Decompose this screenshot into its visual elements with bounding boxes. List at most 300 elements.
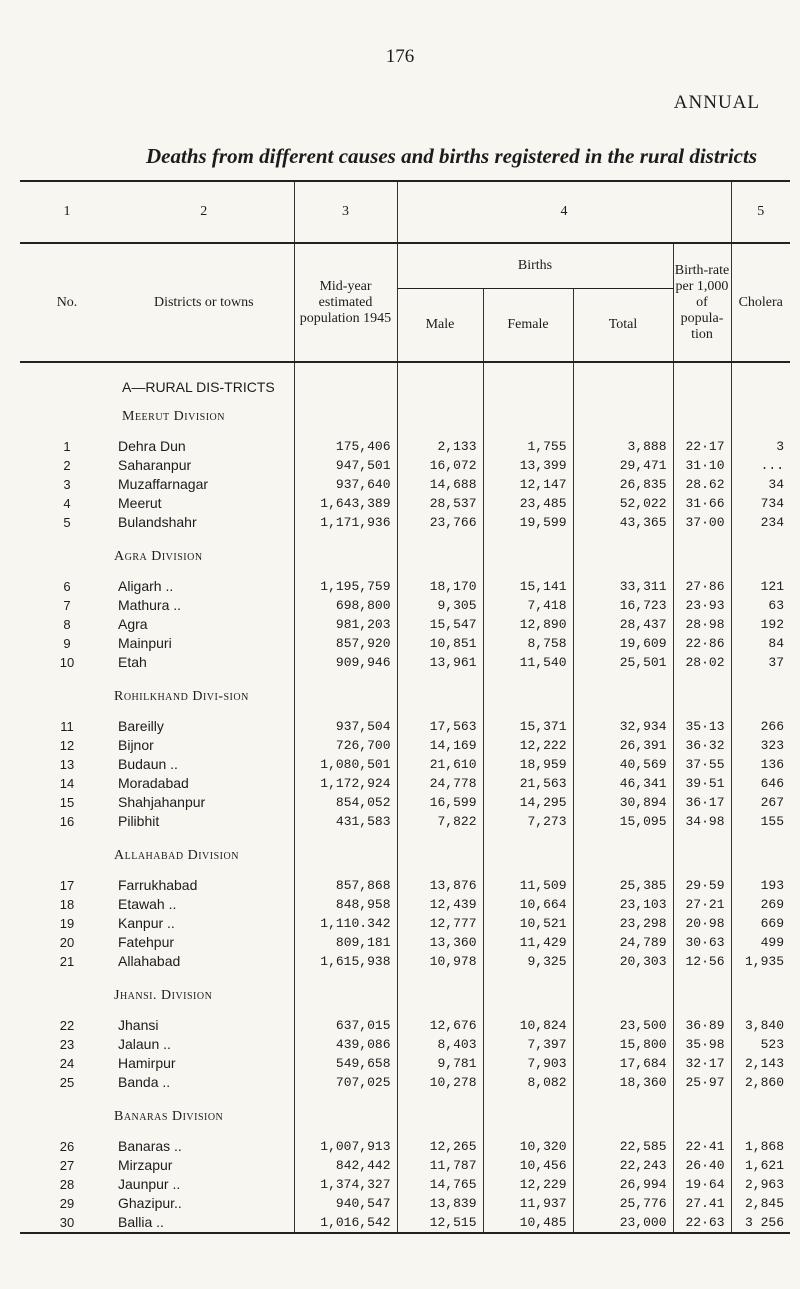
division-heading-row [20, 1092, 790, 1137]
header-row [20, 243, 790, 289]
table-row [20, 755, 790, 774]
male-births-cell: 12,515 [397, 1213, 483, 1233]
cholera-cell: 192 [731, 615, 790, 634]
birth-rate-cell: 36·32 [673, 736, 731, 755]
birth-rate-cell: 31·66 [673, 494, 731, 513]
table-row [20, 812, 790, 831]
birth-rate-cell: 23·93 [673, 596, 731, 615]
row-number: 11 [60, 719, 74, 734]
table-row [20, 615, 790, 634]
cholera-cell: 646 [731, 774, 790, 793]
male-births-cell: 28,537 [397, 494, 483, 513]
table-row [20, 1175, 790, 1194]
table-row [20, 1016, 790, 1035]
row-number: 17 [59, 878, 75, 893]
birth-rate-cell: 32·17 [673, 1054, 731, 1073]
cholera-cell: 155 [731, 812, 790, 831]
male-births-cell: 18,170 [397, 577, 483, 596]
male-births-cell: 10,278 [397, 1073, 483, 1092]
total-births-cell: 23,298 [573, 914, 673, 933]
table-row [20, 456, 790, 475]
birth-rate-cell: 19·64 [673, 1175, 731, 1194]
table-row [20, 1194, 790, 1213]
population-cell: 549,658 [294, 1054, 397, 1073]
population-cell: 809,181 [294, 933, 397, 952]
birth-rate-cell: 36·89 [673, 1016, 731, 1035]
population-cell: 842,442 [294, 1156, 397, 1175]
male-births-cell: 13,961 [397, 653, 483, 672]
male-births-cell: 16,599 [397, 793, 483, 812]
division-heading-row [20, 971, 790, 1016]
header-population: Mid-year estimated population 1945 [294, 243, 397, 362]
male-births-cell: 21,610 [397, 755, 483, 774]
total-births-cell: 46,341 [573, 774, 673, 793]
birth-rate-cell: 28·02 [673, 653, 731, 672]
population-cell: 940,547 [294, 1194, 397, 1213]
female-births-cell: 23,485 [483, 494, 573, 513]
row-number: 14 [59, 776, 75, 791]
male-births-cell: 13,876 [397, 876, 483, 895]
female-births-cell: 19,599 [483, 513, 573, 532]
district-name: Budaun .. [118, 756, 178, 772]
male-births-cell: 23,766 [397, 513, 483, 532]
district-name: Dehra Dun [118, 438, 186, 454]
female-births-cell: 11,937 [483, 1194, 573, 1213]
division-heading: Banaras Division [114, 1109, 224, 1124]
cholera-cell: 734 [731, 494, 790, 513]
female-births-cell: 10,485 [483, 1213, 573, 1233]
female-births-cell: 12,890 [483, 615, 573, 634]
male-births-cell: 10,851 [397, 634, 483, 653]
header-male: Male [397, 289, 483, 363]
cholera-cell: 523 [731, 1035, 790, 1054]
male-births-cell: 15,547 [397, 615, 483, 634]
total-births-cell: 40,569 [573, 755, 673, 774]
cholera-cell: 266 [731, 717, 790, 736]
cholera-cell: 499 [731, 933, 790, 952]
table-row [20, 437, 790, 456]
female-births-cell: 10,320 [483, 1137, 573, 1156]
district-name: Bijnor [118, 737, 154, 753]
table-row [20, 653, 790, 672]
header-districts: Districts or towns [153, 294, 254, 310]
female-births-cell: 18,959 [483, 755, 573, 774]
row-number: 9 [63, 636, 71, 651]
total-births-cell: 25,385 [573, 876, 673, 895]
cholera-cell: 2,845 [731, 1194, 790, 1213]
division-heading-row [20, 672, 790, 717]
male-births-cell: 9,781 [397, 1054, 483, 1073]
female-births-cell: 15,371 [483, 717, 573, 736]
row-number: 4 [63, 496, 71, 511]
birth-rate-cell: 37·00 [673, 513, 731, 532]
table-title: Deaths from different causes and births registered in the rural districts [146, 144, 758, 168]
male-births-cell: 16,072 [397, 456, 483, 475]
district-name: Bareilly [118, 718, 164, 734]
district-name: Allahabad [118, 953, 181, 969]
cholera-cell: ... [731, 456, 790, 475]
row-number: 6 [63, 579, 71, 594]
birth-rate-cell: 36·17 [673, 793, 731, 812]
table-row [20, 736, 790, 755]
table-row [20, 513, 790, 532]
population-cell: 1,016,542 [294, 1213, 397, 1233]
cholera-cell: 234 [731, 513, 790, 532]
total-births-cell: 22,243 [573, 1156, 673, 1175]
total-births-cell: 22,585 [573, 1137, 673, 1156]
row-number: 13 [59, 757, 75, 772]
division-heading-row [20, 408, 790, 437]
total-births-cell: 25,501 [573, 653, 673, 672]
row-number: 29 [59, 1196, 75, 1211]
total-births-cell: 29,471 [573, 456, 673, 475]
division-heading: Meerut Division [122, 409, 225, 424]
cholera-cell: 323 [731, 736, 790, 755]
district-name: Etah [118, 654, 147, 670]
birth-rate-cell: 25·97 [673, 1073, 731, 1092]
female-births-cell: 7,273 [483, 812, 573, 831]
row-number: 8 [63, 617, 71, 632]
population-cell: 1,172,924 [294, 774, 397, 793]
district-name: Jhansi [118, 1017, 159, 1033]
row-number: 16 [59, 814, 75, 829]
total-births-cell: 52,022 [573, 494, 673, 513]
population-cell: 439,086 [294, 1035, 397, 1054]
table-row [20, 1213, 790, 1233]
male-births-cell: 13,360 [397, 933, 483, 952]
birth-rate-cell: 30·63 [673, 933, 731, 952]
header-births: Births [397, 243, 673, 289]
male-births-cell: 10,978 [397, 952, 483, 971]
male-births-cell: 13,839 [397, 1194, 483, 1213]
total-births-cell: 23,000 [573, 1213, 673, 1233]
population-cell: 909,946 [294, 653, 397, 672]
birth-rate-cell: 39·51 [673, 774, 731, 793]
row-number: 7 [63, 598, 71, 613]
row-number: 21 [59, 954, 75, 969]
total-births-cell: 23,103 [573, 895, 673, 914]
page-number: 176 [385, 46, 415, 67]
female-births-cell: 12,229 [483, 1175, 573, 1194]
birth-rate-cell: 31·10 [673, 456, 731, 475]
male-births-cell: 17,563 [397, 717, 483, 736]
division-heading: Jhansi. Division [114, 988, 213, 1003]
district-name: Banda .. [118, 1074, 171, 1090]
female-births-cell: 8,758 [483, 634, 573, 653]
population-cell: 1,080,501 [294, 755, 397, 774]
birth-rate-cell: 27·21 [673, 895, 731, 914]
row-number: 20 [59, 935, 75, 950]
row-number: 1 [63, 439, 71, 454]
male-births-cell: 14,765 [397, 1175, 483, 1194]
column-number-row [20, 181, 790, 243]
table-row [20, 1035, 790, 1054]
section-heading: A—RURAL DIS-TRICTS [122, 379, 275, 395]
female-births-cell: 7,418 [483, 596, 573, 615]
column-number: 3 [294, 181, 397, 243]
population-cell: 1,374,327 [294, 1175, 397, 1194]
cholera-cell: 136 [731, 755, 790, 774]
population-cell: 981,203 [294, 615, 397, 634]
cholera-cell: 669 [731, 914, 790, 933]
population-cell: 431,583 [294, 812, 397, 831]
district-name: Pilibhit [118, 813, 160, 829]
birth-rate-cell: 26·40 [673, 1156, 731, 1175]
female-births-cell: 10,521 [483, 914, 573, 933]
division-heading-row [20, 532, 790, 577]
table-row [20, 494, 790, 513]
population-cell: 637,015 [294, 1016, 397, 1035]
population-cell: 726,700 [294, 736, 397, 755]
population-cell: 1,195,759 [294, 577, 397, 596]
birth-rate-cell: 12·56 [673, 952, 731, 971]
male-births-cell: 12,676 [397, 1016, 483, 1035]
row-number: 15 [59, 795, 75, 810]
table-row [20, 876, 790, 895]
table-row [20, 577, 790, 596]
district-name: Ballia .. [114, 1213, 294, 1233]
cholera-cell: 193 [731, 876, 790, 895]
male-births-cell: 12,777 [397, 914, 483, 933]
cholera-cell: 121 [731, 577, 790, 596]
table-row [20, 1137, 790, 1156]
section-heading-row [20, 363, 790, 408]
birth-rate-cell: 22·17 [673, 437, 731, 456]
district-name: Mathura .. [118, 597, 182, 613]
cholera-cell: 1,935 [731, 952, 790, 971]
cholera-cell: 63 [731, 596, 790, 615]
male-births-cell: 14,169 [397, 736, 483, 755]
district-name: Ghazipur.. [118, 1195, 182, 1211]
table-row [20, 774, 790, 793]
total-births-cell: 24,789 [573, 933, 673, 952]
row-number: 30 [20, 1213, 114, 1233]
cholera-cell: 3,840 [731, 1016, 790, 1035]
female-births-cell: 21,563 [483, 774, 573, 793]
population-cell: 857,868 [294, 876, 397, 895]
population-cell: 707,025 [294, 1073, 397, 1092]
total-births-cell: 43,365 [573, 513, 673, 532]
birth-rate-cell: 27·86 [673, 577, 731, 596]
table-row [20, 1073, 790, 1092]
female-births-cell: 8,082 [483, 1073, 573, 1092]
row-number: 12 [59, 738, 75, 753]
female-births-cell: 11,509 [483, 876, 573, 895]
table-row [20, 1156, 790, 1175]
table-row [20, 634, 790, 653]
table-row [20, 596, 790, 615]
header-no: No. [56, 294, 78, 310]
male-births-cell: 14,688 [397, 475, 483, 494]
header-birth-rate: Birth-rate per 1,000 of popula-tion [673, 243, 731, 362]
male-births-cell: 9,305 [397, 596, 483, 615]
column-number: 5 [731, 181, 790, 243]
total-births-cell: 33,311 [573, 577, 673, 596]
table-row [20, 1054, 790, 1073]
population-cell: 1,171,936 [294, 513, 397, 532]
total-births-cell: 3,888 [573, 437, 673, 456]
row-number: 25 [59, 1075, 75, 1090]
district-name: Saharanpur [118, 457, 192, 473]
population-cell: 937,504 [294, 717, 397, 736]
population-cell: 848,958 [294, 895, 397, 914]
header-female: Female [483, 289, 573, 363]
header-total: Total [573, 289, 673, 363]
total-births-cell: 17,684 [573, 1054, 673, 1073]
row-number: 26 [59, 1139, 75, 1154]
row-number: 28 [59, 1177, 75, 1192]
male-births-cell: 12,439 [397, 895, 483, 914]
female-births-cell: 9,325 [483, 952, 573, 971]
total-births-cell: 23,500 [573, 1016, 673, 1035]
total-births-cell: 15,095 [573, 812, 673, 831]
birth-rate-cell: 28·98 [673, 615, 731, 634]
female-births-cell: 7,397 [483, 1035, 573, 1054]
row-number: 2 [63, 458, 71, 473]
table-row [20, 475, 790, 494]
district-name: Hamirpur [118, 1055, 176, 1071]
female-births-cell: 13,399 [483, 456, 573, 475]
cholera-cell: 37 [731, 653, 790, 672]
table-row [20, 914, 790, 933]
birth-rate-cell: 37·55 [673, 755, 731, 774]
total-births-cell: 26,391 [573, 736, 673, 755]
cholera-cell: 34 [731, 475, 790, 494]
population-cell: 1,615,938 [294, 952, 397, 971]
male-births-cell: 7,822 [397, 812, 483, 831]
cholera-cell: 2,963 [731, 1175, 790, 1194]
district-name: Bulandshahr [118, 514, 197, 530]
cholera-cell: 267 [731, 793, 790, 812]
cholera-cell: 2,860 [731, 1073, 790, 1092]
total-births-cell: 32,934 [573, 717, 673, 736]
cholera-cell: 269 [731, 895, 790, 914]
district-name: Etawah .. [118, 896, 177, 912]
female-births-cell: 12,222 [483, 736, 573, 755]
table-row [20, 933, 790, 952]
district-name: Farrukhabad [118, 877, 198, 893]
row-number: 19 [59, 916, 75, 931]
row-number: 27 [59, 1158, 75, 1173]
row-number: 5 [63, 515, 71, 530]
female-births-cell: 10,456 [483, 1156, 573, 1175]
female-births-cell: 11,429 [483, 933, 573, 952]
male-births-cell: 24,778 [397, 774, 483, 793]
division-heading: Agra Division [114, 549, 203, 564]
table-row [20, 717, 790, 736]
column-number: 2 [114, 181, 294, 243]
district-name: Jaunpur .. [118, 1176, 181, 1192]
district-name: Mainpuri [118, 635, 172, 651]
population-cell: 1,643,389 [294, 494, 397, 513]
population-cell: 937,640 [294, 475, 397, 494]
total-births-cell: 25,776 [573, 1194, 673, 1213]
row-number: 3 [63, 477, 71, 492]
division-heading: Allahabad Division [114, 848, 239, 863]
female-births-cell: 10,664 [483, 895, 573, 914]
row-number: 10 [59, 655, 75, 670]
birth-rate-cell: 29·59 [673, 876, 731, 895]
total-births-cell: 16,723 [573, 596, 673, 615]
district-name: Aligarh .. [118, 578, 174, 594]
total-births-cell: 28,437 [573, 615, 673, 634]
birth-rate-cell: 35·13 [673, 717, 731, 736]
population-cell: 857,920 [294, 634, 397, 653]
district-name: Muzaffarnagar [118, 476, 209, 492]
male-births-cell: 11,787 [397, 1156, 483, 1175]
population-cell: 175,406 [294, 437, 397, 456]
table-row [20, 793, 790, 812]
running-head: ANNUAL [673, 92, 760, 113]
female-births-cell: 15,141 [483, 577, 573, 596]
cholera-cell: 1,868 [731, 1137, 790, 1156]
male-births-cell: 12,265 [397, 1137, 483, 1156]
population-cell: 1,007,913 [294, 1137, 397, 1156]
population-cell: 698,800 [294, 596, 397, 615]
male-births-cell: 2,133 [397, 437, 483, 456]
row-number: 24 [59, 1056, 75, 1071]
total-births-cell: 20,303 [573, 952, 673, 971]
total-births-cell: 26,835 [573, 475, 673, 494]
district-name: Shahjahanpur [118, 794, 206, 810]
district-name: Kanpur .. [118, 915, 175, 931]
district-name: Jalaun .. [118, 1036, 171, 1052]
statistics-table [20, 180, 790, 1234]
male-births-cell: 8,403 [397, 1035, 483, 1054]
table-row [20, 895, 790, 914]
birth-rate-cell: 27.41 [673, 1194, 731, 1213]
district-name: Mirzapur [118, 1157, 173, 1173]
cholera-cell: 3 [731, 437, 790, 456]
total-births-cell: 19,609 [573, 634, 673, 653]
table-body [20, 362, 790, 1233]
district-name: Fatehpur [118, 934, 175, 950]
total-births-cell: 26,994 [573, 1175, 673, 1194]
birth-rate-cell: 20·98 [673, 914, 731, 933]
female-births-cell: 12,147 [483, 475, 573, 494]
division-heading: Rohilkhand Divi-sion [114, 689, 249, 704]
district-name: Banaras .. [118, 1138, 182, 1154]
row-number: 23 [59, 1037, 75, 1052]
cholera-cell: 1,621 [731, 1156, 790, 1175]
birth-rate-cell: 34·98 [673, 812, 731, 831]
column-number: 4 [397, 181, 731, 243]
district-name: Moradabad [118, 775, 189, 791]
total-births-cell: 30,894 [573, 793, 673, 812]
table-row [20, 952, 790, 971]
total-births-cell: 18,360 [573, 1073, 673, 1092]
header-cholera: Cholera [731, 243, 790, 362]
row-number: 18 [59, 897, 75, 912]
birth-rate-cell: 22·63 [673, 1213, 731, 1233]
total-births-cell: 15,800 [573, 1035, 673, 1054]
row-number: 22 [59, 1018, 75, 1033]
female-births-cell: 7,903 [483, 1054, 573, 1073]
column-number: 1 [20, 181, 114, 243]
division-heading-row [20, 831, 790, 876]
cholera-cell: 3 256 [731, 1213, 790, 1233]
district-name: Meerut [118, 495, 162, 511]
cholera-cell: 84 [731, 634, 790, 653]
female-births-cell: 1,755 [483, 437, 573, 456]
population-cell: 854,052 [294, 793, 397, 812]
birth-rate-cell: 22·86 [673, 634, 731, 653]
birth-rate-cell: 28.62 [673, 475, 731, 494]
district-name: Agra [118, 616, 148, 632]
population-cell: 947,501 [294, 456, 397, 475]
female-births-cell: 11,540 [483, 653, 573, 672]
population-cell: 1,110.342 [294, 914, 397, 933]
